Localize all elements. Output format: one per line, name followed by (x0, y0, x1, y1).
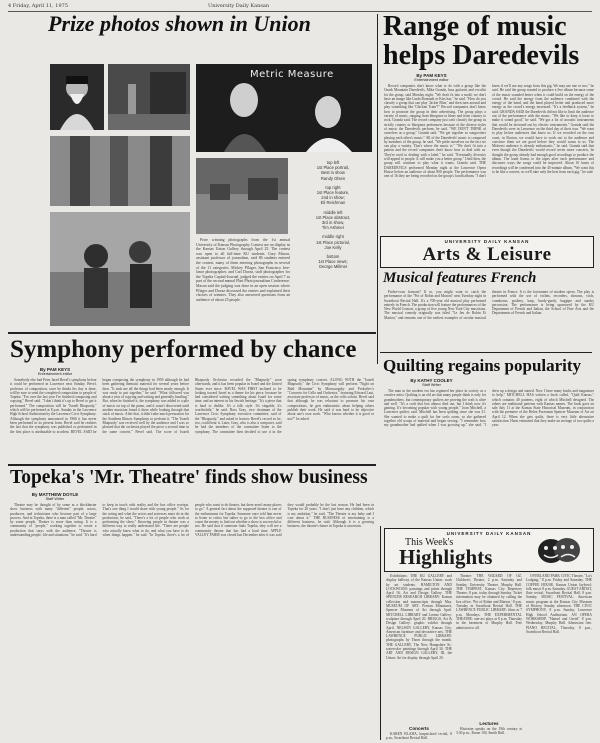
range-byline: By PAM KEYS (416, 73, 447, 78)
winners-line: Best in show (321, 170, 345, 176)
highlights-col3-text: OVERLAND PARK CIVIC Theatre, "Lu's Lodging," 8 p.m. Friday and Saturday. THE COFFEE HOUSE, Kansas Union Jaybowl: folk music 8 p.m. Saturday. GUEST ARTIST, flute recital, Swarthout Recital Hall, 8 p.m. Sunday. MUSIC FESTIVAL: American music program at the Kansas City Museum of History, Sunday afternoon. THE CIVIC SYMPHONY, 8 p.m. Sunday, Lawrence High School Auditorium. AN OPERA WORKSHOP, "Hansel and Gretel" 8 p.m. Wednesday, Murphy Hall. Admission free. PIANO RECITAL, Thursday, 8 p.m., Swarthout Recital Hall. (526, 574, 592, 634)
highlights-col2 (456, 574, 522, 719)
winners-line: bottom (326, 254, 340, 260)
range-body (384, 84, 594, 234)
arts-banner-title: Arts & Leisure (422, 244, 552, 265)
arts-leisure-banner (380, 236, 594, 268)
winners-line: Eli Reichman (320, 200, 346, 206)
metric-measure-caption: Metric Measure (250, 69, 334, 80)
winners-line: 1st Place portrait, (316, 165, 350, 171)
photo-abstract (50, 136, 190, 206)
winners-line: Randy Olsen (320, 175, 346, 181)
range-headline: Range of music helps Daredevils (383, 11, 580, 71)
column-divider (380, 526, 381, 740)
section-rule (8, 464, 376, 466)
photo-feature (108, 64, 190, 130)
winners-line: top left (326, 160, 340, 165)
topeka-headline: Topeka's 'Mr. Theatre' finds show business (10, 467, 368, 488)
concerts-text: KAREN BLAHA, harpsichord recital, 8 p.m., Swarthout Recital Hall. (386, 732, 452, 741)
quilting-body-text: The man in the modern era has regained her place in society as a creative artist. Quilting is an old art that many people think is only for grandmothers, but contemporary quilters are proving the craft is alive and well. "It's a craft that lost almost died out, but I think now it's gaining. It's becoming popular with young people," Joan Mitchell, a Lawrence quilter, said. Mitchell has been quilting since she was 21. She wanted to make a quilt for her son's room, so she gathered together old scraps of material and began sewing. "I remember how my grandmother had quilted when I was growing up," she said. "I drew up a design and started. Now I have many books and magazines to help." MITCHELL HAS written a book called, "Quilt Kansas," which contains 40 patterns, eight of which Mitchell designed. The others are traditional patterns with Kansas names. The book goes on sale July 11 at the Kansas State Historical Museum, in conjunction with the premiere of the Helen Foresman Spencer Museum of Art on April 12. When she gets quilts, there is very little alternative satisfaction. Hurst estimated that they make an average of two quilts a year. (384, 389, 594, 428)
concerts-text-box (386, 732, 452, 741)
winners-line: middle right (322, 234, 344, 240)
highlights-this-week: This Week's (405, 537, 454, 548)
highlights-title: Highlights (399, 545, 493, 569)
french-headline: Musical features French (383, 270, 537, 286)
lectures-text: Historian speaks on the 19th century at 3:30 p.m., Room 100, Smith Hall. (456, 727, 522, 736)
lectures-label: Lectures (479, 721, 499, 726)
column-divider (377, 14, 378, 364)
paper-name: University Daily Kansan (208, 3, 270, 9)
photo-news (50, 212, 190, 326)
theatre-masks-icon (531, 537, 587, 565)
photo-pictorial (196, 158, 288, 234)
winners-caption (294, 160, 372, 270)
highlights-col2-text: Theatre: THE WIZARD OF OZ, Children's Theatre, 2 p.m. Saturday and Sunday, University Theatre, Murphy Hall. THE TEMPEST, Kansas City Repertory Theatre, 8 p.m. today through Sunday. Ticket information may be obtained by calling the box office. 'Pot of Robin and Marion,' 8 p.m. Tuesday in Swarthout Recital Hall. THE LAWRENCE PUBLIC LIBRARY: films at 7 p.m. Mondays. THE EXPERIMENTAL THEATRE: one-act plays at 8 p.m. Thursday in the basement of Murphy Hall. Free admission to all. (456, 574, 522, 630)
winners-line: Tim Ashmer (321, 225, 345, 231)
section-rule (8, 332, 376, 334)
symphony-body (10, 378, 374, 462)
french-body-text: Parlez-vous francais? If so, you might want to catch the performance of the "Pot of Robin and Marion" next Tuesday night in Swarthout Recital Hall. It's a 700-year old musical play performed entirely in French. The production will feature the performances of the New World Consort, a group of five young New York City musicians. The musical comedy originally was titled "Le Jeu de Robin Et Marion," and remains one of the earliest examples of secular musical theater in France. It is the forerunner of modern opera. The play is performed with the use of violins, recorders, shawms, viols, crumhorns, psaltery, harp, hurdy-gurdy, bagpipe and sundry percussion. The performance is being sponsored by the KU Department of French and Italian, the School of Fine Arts and the Departments of French and Italian. (384, 290, 594, 320)
winners-line: Joe Kelly (324, 244, 342, 250)
prize-headline: Prize photos shown in Union (48, 11, 311, 36)
quilting-headline: Quilting regains popularity (383, 356, 582, 375)
highlights-col3 (526, 574, 592, 740)
lectures-text-box (456, 727, 522, 740)
range-body-text: Record companies don't know what to do with a group like the Ozark Mountain Daredevils, Mike Granda, bass guitarist and vocalist for the group, said Monday night. "We don't fit into a mold; we don't have an image like Linda Ronstadt or Kiss has," he said. "How do you classify a group that can play 'Jackie Blue,' and then turn around and play something like 'Chicken Train'?" Record companies don't know how to promote the group in their advertising. The group plays a variety of music, ranging from bluegrass to blues and from country to rock, Granda said. The record company just can't classify the group as strictly country or bluegrass performers because of the diverse styles of music the Daredevils perform, he said. "WE DON'T THINK of ourselves as a group," Granda said. "We get together as songwriters playing each other's music." All of the Daredevils' music is composed by members of the group, he said. "We pride ourselves on the fact we can play a variety. That's where the music is." "We don't fit into a pattern and the record companies don't know how to deal with us. They're used to dealing with a label," he said. "Eventually diversity will appeal to people. It will make you a better group." Until then, the group will continue to play what it wants, Granda said. THE DAREDEVILS performed Monday night at the Lawrence Opera House before an audience of about 800 people. The performance was one of 16 they are being recorded on the group's fourth album. "I don't know if we'll use any songs from this gig. We may use one or two," he said. He said the group wanted to produce a live album because some of the music sounded better when it could build on the energy of the crowd. He said the energy from the audience combined with the energy of the band, and the band played better and produced more energy as the crowd's energy increased. "It's a feedback system," he said. GRANDA SAID the Daredevils did not like to limit the audience out of the performance with the music. "We like to keep it loose to make it sound good," he said. "We got a lot of acoustic instruments that would be drowned out by electric instruments." Granda said the Daredevils were in Lawrence on the third day of their tour. "We want to play before audiences that know us. If we recorded on the east coast, in Boston, we would have to work out to the audience and convince them we are good before they would warm to us. The Midwest audience is already enthusiastic," he said. Granda said that even though the Daredevils would record seven more concerts, he thought the group already had enough good recordings to produce the album. The band listens to the tapes after each performance and discusses ways the songs could be improved. About 16 hours of recordings will be condensed into the 45-minute album. "We want this to be like a concert, so we'll take only the best from each gig," he said. (384, 84, 594, 179)
section-rule (380, 352, 592, 353)
winners-line: 3rd in show, (321, 220, 345, 226)
winners-line: top right (325, 184, 341, 190)
topeka-byline: By MATTHEW DOYLE (31, 492, 79, 497)
highlights-banner-paper: UNIVERSITY DAILY KANSAN (446, 531, 532, 536)
photo-metric-measure (196, 64, 372, 152)
arts-banner-paper: UNIVERSITY DAILY KANSAN (444, 239, 530, 244)
topeka-body-text: Theatre may be thought of by some as a blockbuster show business with many "different" people, actors, producers, and technicians who become part of a large process. And in Topeka, there is a man called "Mr. Theatre" by some people. Theatre is more than acting. It is a community of "people," working together to create a production that stays with the audience. "Theatre is understanding people, life and situations," he said. "It's hard to keep in touch with reality and the box office receipts. That's one thing I would share with young people." As for the acting and what the actors and actresses must do in the production, he said, "There's a lot of people who work at performing the show." Knowing people in theater was a different way to really understand life. "There are people who actually know what to do, and what you have to do when things happen," he said. "In Topeka, there's a lot of people who want to do theater, but there aren't many places to go." A general fact about the supposed theatre is one of the enthusiasms for Topeka. Someone once told him never to listen to critics but rather to go to the box office and count the money to find out whether a show is successful or not. He said that if someone finds Topeka, they will see a community theatre that has had a hard time. APPLE VALLEY FARM was closed last December after it was said they would probably be the last season. He had been in Topeka for 20 years. "I don't just have any children, which is my ambition," he said. "The Theatre is my baby and I care about it." THE BUSINESS of entertaining is a different business, he said. Although it is a growing business, the theatre's future in Topeka is uncertain. (10, 503, 374, 538)
winners-line: 1st Place news; (318, 259, 348, 265)
winners-line: 1st Place feature, (316, 190, 350, 196)
photo-portrait (50, 64, 104, 130)
page-info: 4 Friday, April 11, 1975 (8, 3, 69, 9)
symphony-body-text: Somebody else had Peter Jared Bevel's symphony before it could be performed in Lawrence next Sunday. Bevel, professor of composition, once he thinks his day is done, will be sure to send the completed composition to people of Topeka. "For over the last year I've finished composing and copying," Bevel said. "I don't think it's up to Bevel to get it performed." The composition will be "Israeli Rhapsody," which will be performed at 8 p.m. Sunday in the Lawrence High School Auditorium by the Lawrence Civic Symphony. Although the symphony announced in 1966 it has never been performed in its present form. Bevel said he realizes the fact that the symphony was published or performed in the first place is attributable to accident. BEVEL SAID he began composing the symphony in 1959 although he had been gathering thematic material for several years before then. "It took me all the things had been nearly enough. It was ready to put together," he said. "What followed was about a year of copying and writing and generally hustling." But, when he finished it, the symphony was added to a pile of music on top of the piano, and it wasn't discovered until another musician found it there while looking through that stack of music. After that, it didn't take much persuasion for the Southern Illinois Symphony to perform it. "The 'Israeli Rhapsody' was received well by the audience and I was so pleased that the orchestra played the piece a second time in the same concert," Bevel said. The score of Israeli Rhapsody Orchestra recorded the "Rhapsody" soon afterwards, and it has been popular in Israel and the United States ever since. BAVEL WAS FIRST inclined to be looking toward Israel as a theme for his piece, because he had considered writing something about Israel for some time, and an interest in his Jewish heritage. "It's a piece that is hard to dislike. It's a folk style. It's singable, it's worthwhile," he said. Ross Gray, vice chairman of the Lawrence Civic Symphony executive committee, said of the "Rhapsody," and asked to borrow Bevel's record so he, too, could hear it. Later, Gray, who is also a composer, said he had the members of the committee listen to the symphony. The committee then decided to use it in the spring symphony concert. ALONG WITH the "Israeli Rhapsody," the Civic Symphony will perform "Night on Bald Mountain" by Moussorgsky and Prokofiev's "Concerto for Cello and Orchestra," featuring Edward Laut, associate professor of music, as the cello soloist. Bevel said that although he was reluctant to promote his own compositions, he gets enthusiastic about helping others publish their work. He said it was hard to be objective about one's own work. "Who knows whether it is good or not?" he asked. (10, 378, 374, 434)
highlights-col1 (386, 574, 452, 724)
winners-line: 2nd in show; (321, 195, 345, 201)
symphony-byline-role: Entertainment editor (37, 372, 73, 376)
winners-line: middle left (323, 209, 343, 215)
winners-line: George Millmer (318, 264, 348, 270)
topeka-byline-role: Staff Writer (45, 497, 65, 501)
range-byline-role: Entertainment editor (414, 78, 449, 82)
symphony-byline: By PAM KEYS (39, 367, 71, 372)
highlights-col1-text: Exhibitions: THE KU GALLERY and display hallway of the Kansas Union: work by art students. HAMILTON AND LOCKWOOD: paintings and prints through April 16, Art and Design Gallery. THE SPENCER RESEARCH LIBRARY: Kansas collection and manuscripts through May. MUSEUM OF ART: Persian Miniatures, Spencer Museum of Art through April. MITCHELL LIBRARY and Lorenz Gallery: sculpture through April 20. BRIGGS, Art & Design Gallery: graphic exhibit through April. NELSON GALLERY, Kansas City: American furniture and decorative arts. THE LAWRENCE PUBLIC LIBRARY: photographs by Thorn through the month. THE GALLERY, The New Hampshire St.: watercolor paintings through April 30. THE ART AND DESIGN GALLERY, III, the Union: Art for display through April 20. (386, 574, 452, 660)
winners-line: 1st Place pictorial, (316, 239, 350, 245)
quilting-byline: By KATHY COOLEY (410, 378, 453, 383)
quilting-body (384, 389, 594, 523)
concerts-label: Concerts (409, 726, 429, 731)
symphony-headline: Symphony performed by chance (10, 336, 357, 363)
topeka-body (10, 503, 374, 739)
prize-body (196, 238, 290, 330)
highlights-banner (384, 528, 594, 572)
winners-line: 1st Place abstract, (315, 214, 351, 220)
french-body (384, 290, 594, 348)
quilting-byline-role: Staff Writer (422, 383, 441, 387)
prize-body-text: Prize winning photographs from the 1st annual University of Kansas Photography Contest are on display in the Kansas Union Gallery through April 25. The contest was open to all full-time KU students. Gary Mason, assistant professor of journalism, said 86 students entered the contest, many of them entering photographs in several of the 11 categories. Mickey Pflager, San Francisco free-lance photographer, and Carl Davaz, staff photographer for the Topeka Capital-Journal, judged the entries on April 7 as part of the second annual Flint Photojournalism Conference. Mason said the judging was done in an open session where Pflager and Davaz discussed the entries and explained their choices of winners. They also answered questions from an audience of about 25 people. (196, 238, 290, 302)
